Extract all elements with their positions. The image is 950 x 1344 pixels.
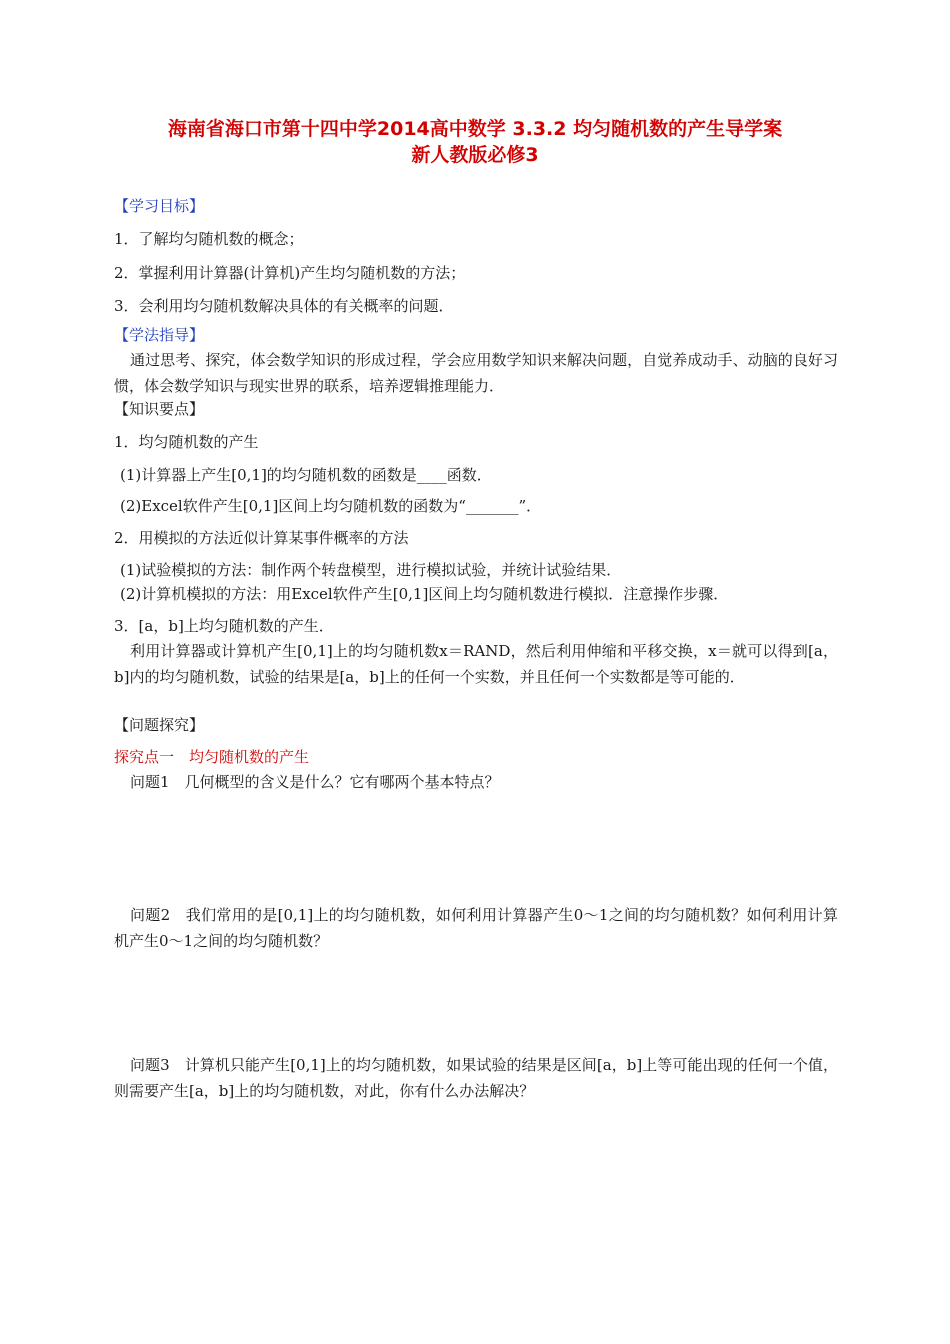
explore-heading: 【问题探究】 — [114, 716, 205, 734]
knowledge-line-3: (2)Excel软件产生[0,1]区间上均匀随机数的函数为“_______”． — [120, 497, 542, 515]
method-heading: 【学法指导】 — [114, 326, 205, 344]
method-paragraph: 通过思考、探究，体会数学知识的形成过程，学会应用数学知识来解决问题，自觉养成动手、动脑的良好习惯，体会数学知识与现实世界的联系，培养逻辑推理能力． — [114, 351, 838, 395]
explore-point-1: 探究点一 均匀随机数的产生 — [114, 748, 310, 766]
goal-item-2: 2．掌握利用计算器(计算机)产生均匀随机数的方法； — [114, 264, 466, 282]
knowledge-heading: 【知识要点】 — [114, 400, 205, 418]
question-2: 问题2 我们常用的是[0,1]上的均匀随机数，如何利用计算器产生0～1之间的均匀随机数？如何利用计算机产生0～1之间的均匀随机数？ — [114, 906, 838, 950]
knowledge-line-5: (1)试验模拟的方法：制作两个转盘模型，进行模拟试验，并统计试验结果． — [120, 561, 622, 579]
goal-item-1: 1．了解均匀随机数的概念； — [114, 230, 304, 248]
question-3: 问题3 计算机只能产生[0,1]上的均匀随机数，如果试验的结果是区间[a，b]上等可能出现的任何一个值，则需要产生[a，b]上的均匀随机数，对此，你有什么办法解决？ — [114, 1056, 838, 1100]
knowledge-paragraph: 利用计算器或计算机产生[0,1]上的均匀随机数x＝RAND，然后利用伸缩和平移交换，x＝就可以得到[a，b]内的均匀随机数，试验的结果是[a，b]上的任何一个实数，并且任何一个实数都是等可能的． — [114, 642, 838, 686]
goals-heading: 【学习目标】 — [114, 197, 205, 215]
knowledge-line-6: (2)计算机模拟的方法：用Excel软件产生[0,1]区间上均匀随机数进行模拟．注意操作步骤． — [120, 585, 729, 603]
knowledge-line-4: 2．用模拟的方法近似计算某事件概率的方法 — [114, 529, 409, 547]
knowledge-line-7: 3．[a，b]上均匀随机数的产生． — [114, 617, 334, 635]
knowledge-line-2: (1)计算器上产生[0,1]的均匀随机数的函数是____函数． — [120, 466, 492, 484]
doc-title-line2: 新人教版必修3 — [411, 144, 539, 166]
question-1: 问题1 几何概型的含义是什么？它有哪两个基本特点？ — [130, 773, 500, 791]
doc-title-line1: 海南省海口市第十四中学2014高中数学 3.3.2 均匀随机数的产生导学案 — [167, 118, 783, 140]
goal-item-3: 3．会利用均匀随机数解决具体的有关概率的问题． — [114, 297, 454, 315]
knowledge-line-1: 1．均匀随机数的产生 — [114, 433, 259, 451]
